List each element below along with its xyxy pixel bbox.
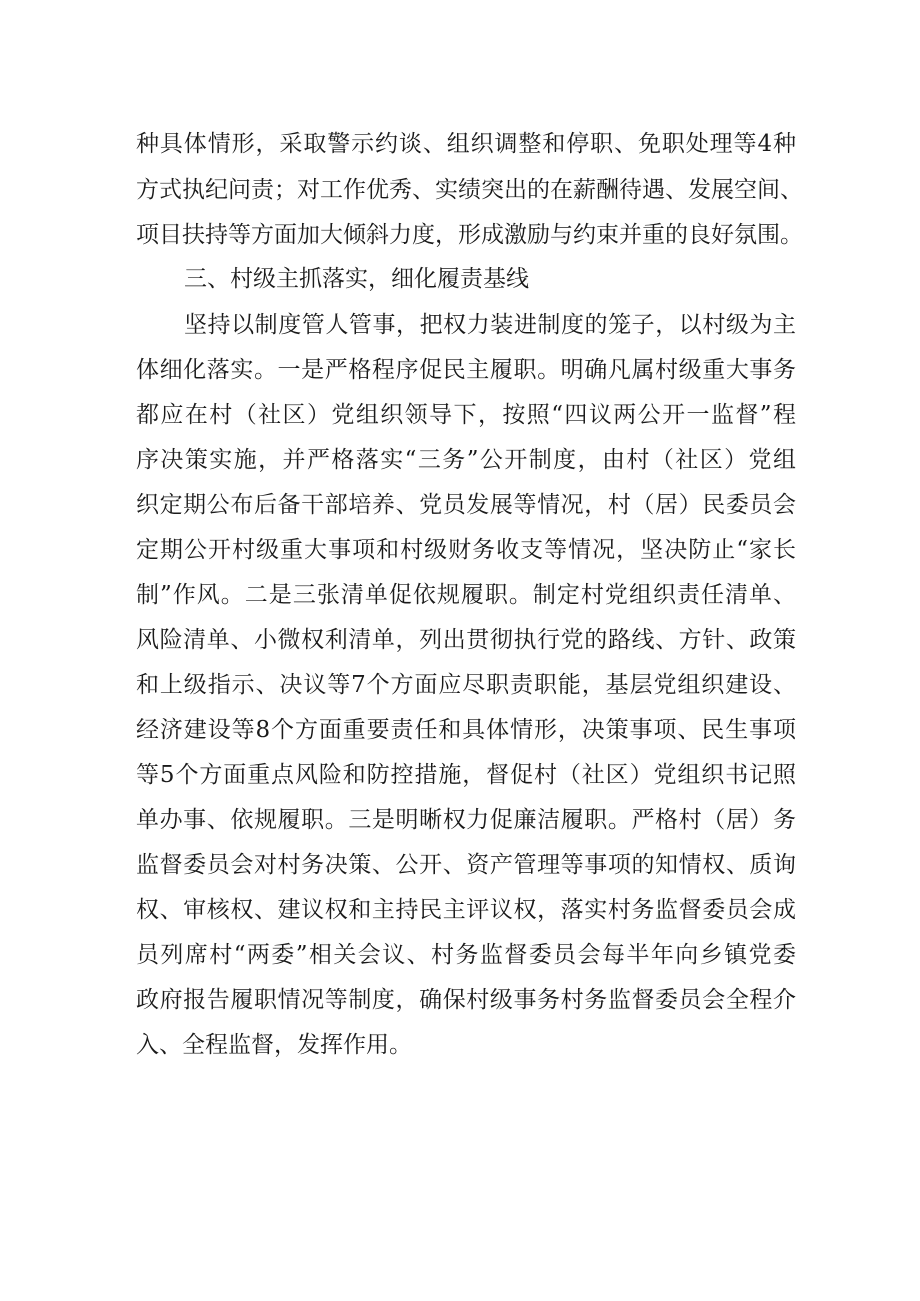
- body-text-line: 种具体情形，采取警示约谈、组织调整和停职、免职处理等4种: [136, 131, 796, 157]
- body-text-line: 政府报告履职情况等制度，确保村级事务村务监督委员会全程介: [136, 987, 796, 1013]
- body-text-line: 织定期公布后备干部培养、党员发展等情况，村（居）民委员会: [136, 492, 796, 518]
- body-text-line: 体细化落实。一是严格程序促民主履职。明确凡属村级重大事务: [136, 357, 796, 383]
- body-text-line: 都应在村（社区）党组织领导下，按照“四议两公开一监督”程: [136, 402, 796, 428]
- body-text-line: 入、全程监督，发挥作用。: [136, 1032, 412, 1058]
- body-text-line: 单办事、依规履职。三是明晰权力促廉洁履职。严格村（居）务: [136, 807, 796, 833]
- body-text-line: 定期公开村级重大事项和村级财务收支等情况，坚决防止“家长: [136, 537, 796, 563]
- body-text-line: 项目扶持等方面加大倾斜力度，形成激励与约束并重的良好氛围。: [136, 222, 803, 248]
- section-heading: 三、村级主抓落实，细化履责基线: [184, 266, 529, 292]
- body-text-line: 等5个方面重点风险和防控措施，督促村（社区）党组织书记照: [136, 762, 796, 788]
- body-text-line: 方式执纪问责；对工作优秀、实绩突出的在薪酬待遇、发展空间、: [136, 177, 803, 203]
- body-text-line: 制”作风。二是三张清单促依规履职。制定村党组织责任清单、: [136, 582, 796, 608]
- body-text-line: 序决策实施，并严格落实“三务”公开制度，由村（社区）党组: [136, 447, 796, 473]
- body-text-line: 经济建设等8个方面重要责任和具体情形，决策事项、民生事项: [136, 717, 796, 743]
- body-text-line: 监督委员会对村务决策、公开、资产管理等事项的知情权、质询: [136, 852, 796, 878]
- body-text-line: 坚持以制度管人管事，把权力装进制度的笼子，以村级为主: [184, 312, 796, 338]
- body-text-line: 员列席村“两委”相关会议、村务监督委员会每半年向乡镇党委: [136, 942, 796, 968]
- body-text-line: 和上级指示、决议等7个方面应尽职责职能，基层党组织建设、: [136, 672, 796, 698]
- body-text-line: 风险清单、小微权利清单，列出贯彻执行党的路线、方针、政策: [136, 627, 796, 653]
- body-text-line: 权、审核权、建议权和主持民主评议权，落实村务监督委员会成: [136, 897, 796, 923]
